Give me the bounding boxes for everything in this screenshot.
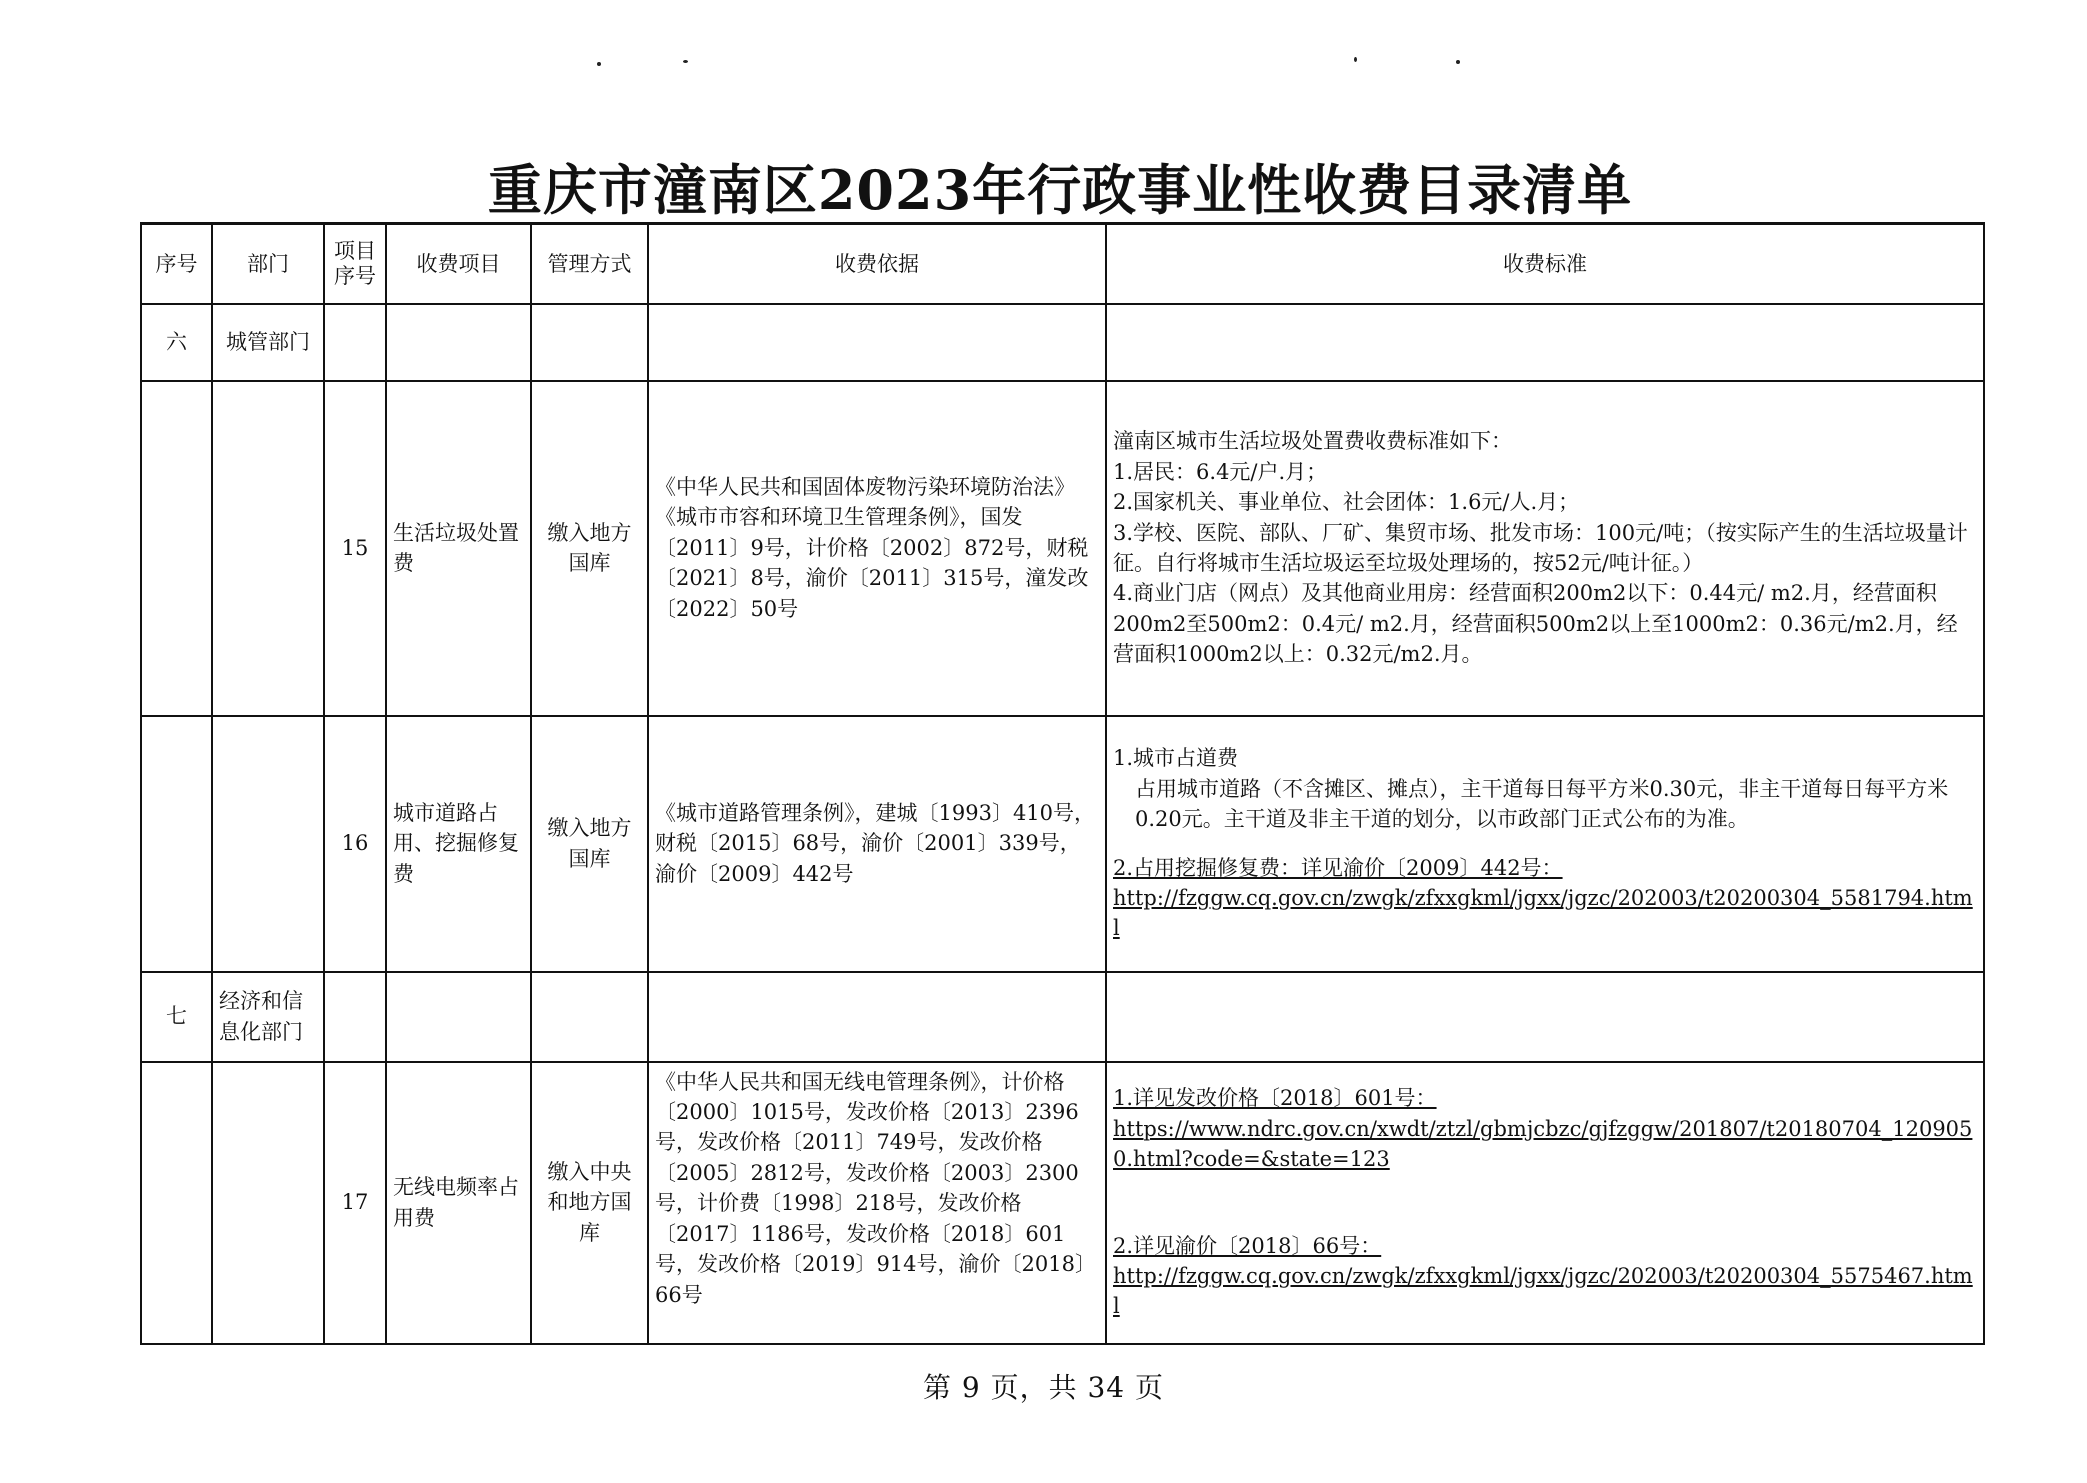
reference-link-url[interactable]: https://www.ndrc.gov.cn/xwdt/ztzl/gbmjcbzc/gjfzggw/201807/t20180704_1209050.html?code=&state=123: [1113, 1116, 1973, 1172]
header-standard: 收费标准: [1106, 224, 1984, 304]
standard-body: 占用城市道路（不含摊区、摊点），主干道每日每平方米0.30元，非主干道每日每平方米0.20元。主干道及非主干道的划分，以市政部门正式公布的为准。: [1135, 776, 1949, 832]
mgmt-method: 缴入地方国库: [531, 381, 648, 716]
fee-basis: 《中华人民共和国无线电管理条例》，计价格〔2000〕1015号，发改价格〔2013〕2396号，发改价格〔2011〕749号，发改价格〔2005〕2812号，发改价格〔2003〕2300号，计价费〔1998〕218号，发改价格〔2017〕1186号，发改价格〔2018〕601号，发改价格〔2019〕914号，渝价〔2018〕66号: [648, 1062, 1106, 1344]
standard-line: 1.居民：6.4元/户.月；: [1113, 459, 1328, 484]
section-dept: 经济和信息化部门: [212, 972, 324, 1062]
item-name: 生活垃圾处置费: [386, 381, 531, 716]
fee-standard: [1106, 381, 1984, 716]
standard-line: 4.商业门店（网点）及其他商业用房：经营面积200m2以下：0.44元/ m2.月，经营面积200m2至500m2：0.4元/ m2.月，经营面积500m2以上至1000m2：0.36元/m2.月，经营面积1000m2以上：0.32元/m2.月。: [1113, 581, 1958, 667]
standard-line: 3.学校、医院、部队、厂矿、集贸市场、批发市场：100元/吨；（按实际产生的生活垃圾量计征。自行将城市生活垃圾运至垃圾处理场的，按52元/吨计征。）: [1113, 520, 1968, 575]
fee-table: [140, 222, 1985, 1345]
scan-speck: [597, 62, 601, 66]
reference-link-url[interactable]: http://fzggw.cq.gov.cn/zwgk/zfxxgkml/jgxx/jgzc/202003/t20200304_5581794.html: [1113, 885, 1973, 941]
item-seq: 15: [324, 381, 386, 716]
standard-line: 潼南区城市生活垃圾处置费收费标准如下：: [1113, 429, 1512, 454]
section-seq: 六: [141, 304, 212, 381]
table-row: [141, 381, 1984, 716]
header-basis: 收费依据: [648, 224, 1106, 304]
table-header-row: [141, 224, 1984, 304]
header-mgmt: 管理方式: [531, 224, 648, 304]
fee-standard: [1106, 1062, 1984, 1344]
header-item-seq: 项目序号: [324, 224, 386, 304]
item-seq: 17: [324, 1062, 386, 1344]
mgmt-method: 缴入地方国库: [531, 716, 648, 972]
header-seq: 序号: [141, 224, 212, 304]
header-dept: 部门: [212, 224, 324, 304]
item-name: 无线电频率占用费: [386, 1062, 531, 1344]
section-seq: 七: [141, 972, 212, 1062]
scan-speck: [683, 60, 688, 63]
standard-heading: 1.城市占道费: [1113, 746, 1239, 771]
reference-link-label[interactable]: 2.详见渝价〔2018〕66号：: [1113, 1233, 1382, 1258]
header-item: 收费项目: [386, 224, 531, 304]
scan-speck: [1456, 60, 1460, 64]
fee-standard: [1106, 716, 1984, 972]
section-row: [141, 304, 1984, 381]
scan-speck: [1354, 57, 1357, 62]
standard-line: 2.国家机关、事业单位、社会团体：1.6元/人.月；: [1113, 490, 1580, 515]
item-name: 城市道路占用、挖掘修复费: [386, 716, 531, 972]
table-row: [141, 716, 1984, 972]
reference-link-label[interactable]: 1.详见发改价格〔2018〕601号：: [1113, 1086, 1437, 1111]
section-row: [141, 972, 1984, 1062]
fee-basis: 《城市道路管理条例》，建城〔1993〕410号，财税〔2015〕68号，渝价〔2001〕339号，渝价〔2009〕442号: [648, 716, 1106, 972]
reference-link-url[interactable]: http://fzggw.cq.gov.cn/zwgk/zfxxgkml/jgxx/jgzc/202003/t20200304_5575467.html: [1113, 1263, 1973, 1319]
table-row: [141, 1062, 1984, 1344]
page-number-footer: 第 9 页，共 34 页: [922, 1371, 1165, 1404]
item-seq: 16: [324, 716, 386, 972]
mgmt-method: 缴入中央和地方国库: [531, 1062, 648, 1344]
page-title: 重庆市潼南区2023年行政事业性收费目录清单: [487, 158, 1633, 222]
reference-link-label[interactable]: 2.占用挖掘修复费：详见渝价〔2009〕442号：: [1113, 855, 1563, 880]
section-dept: 城管部门: [212, 304, 324, 381]
fee-basis: 《中华人民共和国固体废物污染环境防治法》《城市市容和环境卫生管理条例》，国发〔2011〕9号，计价格〔2002〕872号，财税〔2021〕8号，渝价〔2011〕315号，潼发改〔2022〕50号: [648, 381, 1106, 716]
